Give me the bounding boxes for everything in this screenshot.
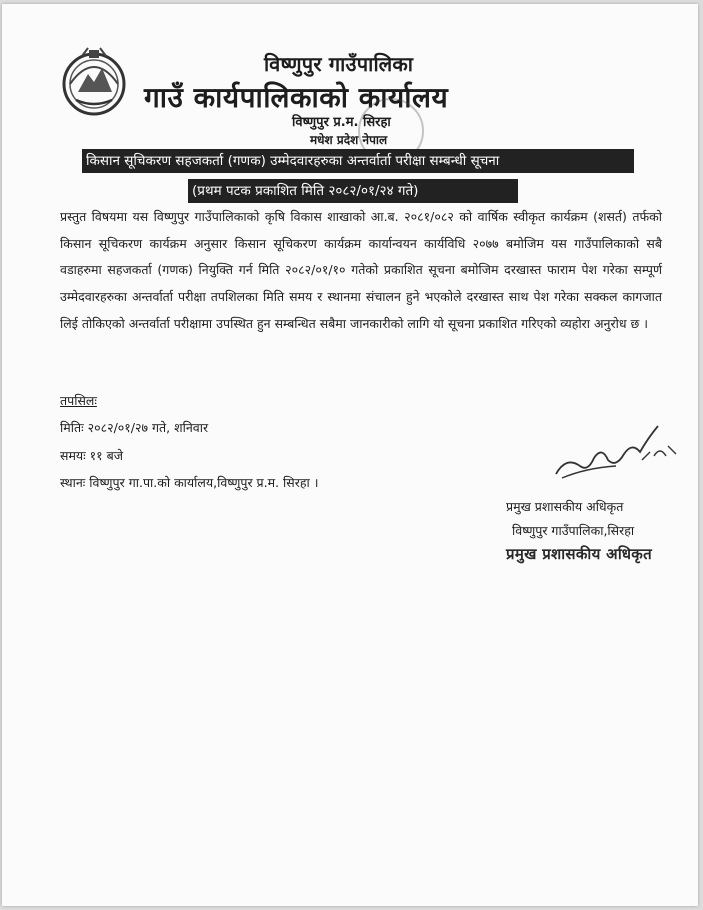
office-name: गाउँ कार्यपालिकाको कार्यालय — [144, 81, 449, 114]
notice-title: किसान सूचिकरण सहजकर्ता (गणक) उम्मेदवारहरुका अन्तर्वार्ता परीक्षा सम्बन्धी सूचना — [82, 149, 634, 173]
signatory-title: प्रमुख प्रशासकीय अधिकृत — [506, 499, 624, 514]
address-line-1: विष्णुपुर प्र.म. सिरहा — [292, 115, 391, 130]
nepal-emblem-icon — [56, 44, 132, 120]
address-line-2: मधेश प्रदेश नेपाल — [310, 133, 388, 147]
details-date: मितिः २०८२/०१/२७ गते, शनिवार — [60, 420, 209, 435]
signatory-org: विष्णुपुर गाउँपालिका,सिरहा — [512, 523, 635, 538]
notice-subtitle: (प्रथम पटक प्रकाशित मिति २०८२/०१/२४ गते) — [188, 179, 518, 203]
signature-icon — [546, 416, 686, 486]
municipality-name: विष्णुपुर गाउँपालिका — [264, 52, 414, 76]
details-place: स्थानः विष्णुपुर गा.पा.को कार्यालय,विष्णुपुर प्र.म. सिरहा । — [60, 475, 319, 490]
document-page — [2, 4, 698, 906]
details-heading: तपसिलः — [60, 393, 97, 408]
notice-body: प्रस्तुत विषयमा यस विष्णुपुर गाउँपालिकाको कृषि विकास शाखाको आ.ब. २०८१/०८२ को वार्षिक स्वीकृत कार्यक्रम (शसर्त) तर्फको किसान सूचिकरण कार्यक्रम अनुसार किसान सूचिकरण कार्यक्रम कार्यान्वयन कार्यविधि २०७७ बमोजिम यस गाउँपालिकाको सबै वडाहरुमा सहजकर्ता (गणक) नियुक्ति गर्न मिति २०८२/०१/१० गतेको प्रकाशित सूचना बमोजिम दरखास्त फाराम पेश गरेका सम्पूर्ण उम्मेदवारहरुका अन्तर्वार्ता परीक्षा तपशिलका मिति समय र स्थानमा संचालन हुने भएकोले दरखास्त साथ पेश गरेका सक्कल कागजात लिई तोकिएको अन्तर्वार्ता परीक्षामा उपस्थित हुन सम्बन्धित सबैमा जानकारीको लागि यो सूचना प्रकाशित गरिएको व्यहोरा अनुरोध छ । — [60, 209, 662, 331]
details-time: समयः ११ बजे — [60, 448, 124, 463]
signatory-stamp: प्रमुख प्रशासकीय अधिकृत — [506, 545, 652, 563]
